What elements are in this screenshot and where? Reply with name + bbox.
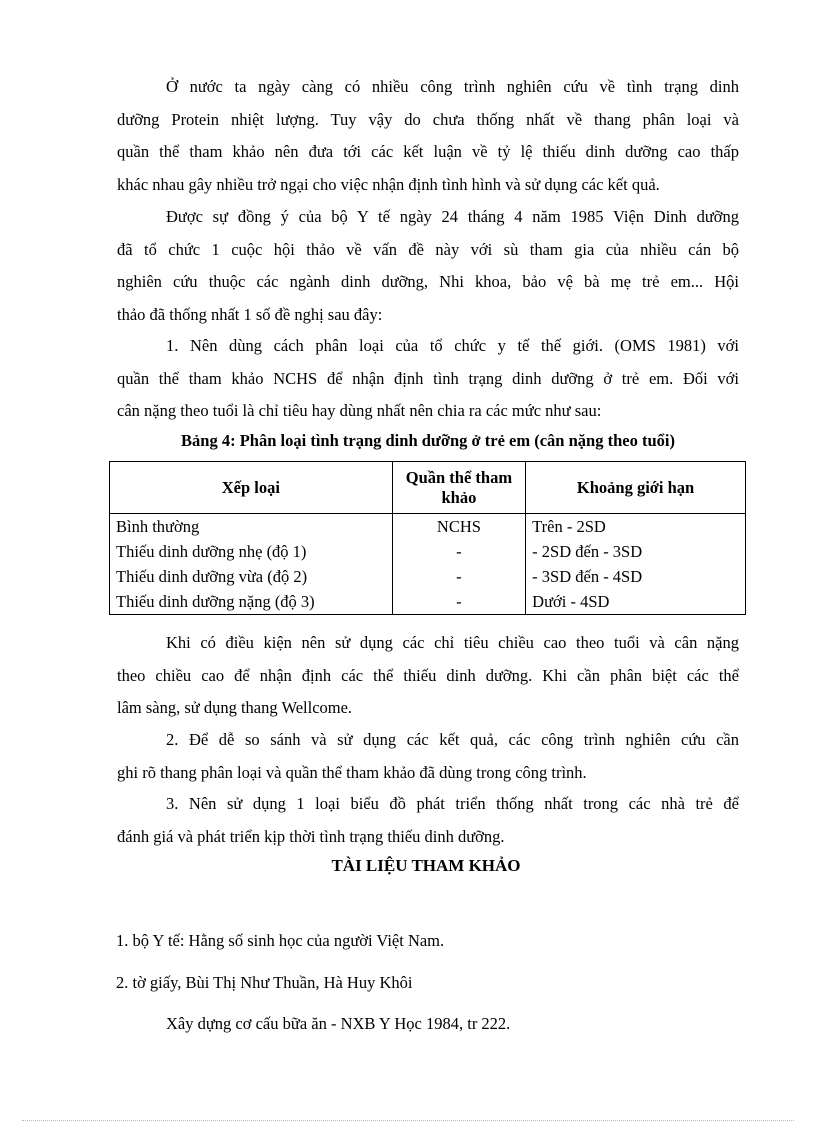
table-cell: Thiếu dinh dưỡng nhẹ (độ 1) bbox=[110, 539, 393, 564]
paragraph-recommendation-2 bbox=[117, 724, 739, 789]
text-line: Ở nước ta ngày càng có nhiều công trình nghiên cứu về tình trạng dinh bbox=[166, 77, 739, 96]
references-heading: TÀI LIỆU THAM KHẢO bbox=[331, 856, 521, 875]
text-line: quần thể tham khảo nên đưa tới các kết luận về tỷ lệ thiếu dinh dưỡng cao thấp bbox=[117, 142, 739, 161]
table-cell: Bình thường bbox=[110, 514, 393, 540]
text-line: 2. Để dễ so sánh và sử dụng các kết quả, các công trình nghiên cứu cần bbox=[166, 730, 739, 749]
reference-item: 2. tờ giấy, Bùi Thị Như Thuần, Hà Huy Khôi bbox=[116, 973, 413, 992]
paragraph-height-indicators bbox=[117, 627, 739, 725]
classification-table bbox=[109, 461, 746, 615]
table-cell: - bbox=[392, 539, 525, 564]
reference-item: Xây dựng cơ cấu bữa ăn - NXB Y Học 1984, tr 222. bbox=[166, 1014, 511, 1033]
text-line: nghiên cứu thuộc các ngành dinh dưỡng, Nhi khoa, bảo vệ bà mẹ trẻ em... Hội bbox=[117, 272, 739, 291]
column-header-reference-population: Quần thể tham khảo bbox=[392, 462, 525, 514]
text-line: dưỡng Protein nhiệt lượng. Tuy vậy do chưa thống nhất về thang phân loại và bbox=[117, 109, 739, 129]
column-header-range: Khoảng giới hạn bbox=[526, 462, 746, 514]
text-line: lâm sàng, sử dụng thang Wellcome. bbox=[117, 698, 353, 717]
table-cell: Trên - 2SD bbox=[526, 514, 746, 540]
text-line: 3. Nên sử dụng 1 loại biểu đồ phát triển thống nhất trong các nhà trẻ để bbox=[166, 794, 739, 813]
table-row bbox=[110, 539, 746, 564]
table-cell: - 3SD đến - 4SD bbox=[526, 564, 746, 589]
page-bottom-divider bbox=[22, 1120, 794, 1121]
table-cell: - 2SD đến - 3SD bbox=[526, 539, 746, 564]
text-line: Khi có điều kiện nên sử dụng các chỉ tiêu chiều cao theo tuổi và cân nặng bbox=[166, 633, 739, 652]
text-line: thảo đã thống nhất 1 số đề nghị sau đây: bbox=[117, 304, 383, 324]
table-row bbox=[110, 589, 746, 615]
text-line: ghi rõ thang phân loại và quần thể tham khảo đã dùng trong công trình. bbox=[117, 762, 587, 782]
text-line: khác nhau gây nhiều trở ngại cho việc nhận định tình hình và sử dụng các kết quả. bbox=[117, 174, 660, 194]
table-header-row bbox=[110, 462, 746, 514]
text-line: theo chiều cao để nhận định các thể thiếu dinh dưỡng. Khi cần phân biệt các thể bbox=[117, 665, 739, 685]
text-line: đã tổ chức 1 cuộc hội thảo về vấn đề này với sù tham gia của nhiều cán bộ bbox=[117, 239, 739, 259]
reference-item: 1. bộ Y tế: Hằng số sinh học của người Việt Nam. bbox=[116, 931, 445, 950]
text-line: quần thể tham khảo NCHS để nhận định tình trạng dinh dưỡng ở trẻ em. Đối với bbox=[117, 368, 739, 388]
table-cell: - bbox=[392, 589, 525, 615]
table-cell: Thiếu dinh dưỡng vừa (độ 2) bbox=[110, 564, 393, 589]
text-line: cân nặng theo tuổi là chỉ tiêu hay dùng nhất nên chia ra các mức như sau: bbox=[117, 401, 602, 420]
table-cell: - bbox=[392, 564, 525, 589]
paragraph-recommendation-1 bbox=[117, 330, 739, 428]
table-cell: NCHS bbox=[392, 514, 525, 540]
text-line: đánh giá và phát triển kịp thời tình trạng thiếu dinh dưỡng. bbox=[117, 826, 505, 846]
text-line: Được sự đồng ý của bộ Y tế ngày 24 tháng 4 năm 1985 Viện Dinh dưỡng bbox=[166, 207, 739, 226]
column-header-classification: Xếp loại bbox=[110, 462, 393, 514]
paragraph-intro bbox=[117, 71, 739, 201]
table-caption: Bảng 4: Phân loại tình trạng dinh dưỡng ở trẻ em (cân nặng theo tuổi) bbox=[181, 431, 675, 450]
table-cell: Dưới - 4SD bbox=[526, 589, 746, 615]
paragraph-conference bbox=[117, 201, 739, 331]
paragraph-recommendation-3 bbox=[117, 788, 739, 853]
table-row bbox=[110, 514, 746, 540]
table-row bbox=[110, 564, 746, 589]
table-cell: Thiếu dinh dưỡng nặng (độ 3) bbox=[110, 589, 393, 615]
text-line: 1. Nên dùng cách phân loại của tổ chức y tế thế giới. (OMS 1981) với bbox=[166, 336, 739, 355]
